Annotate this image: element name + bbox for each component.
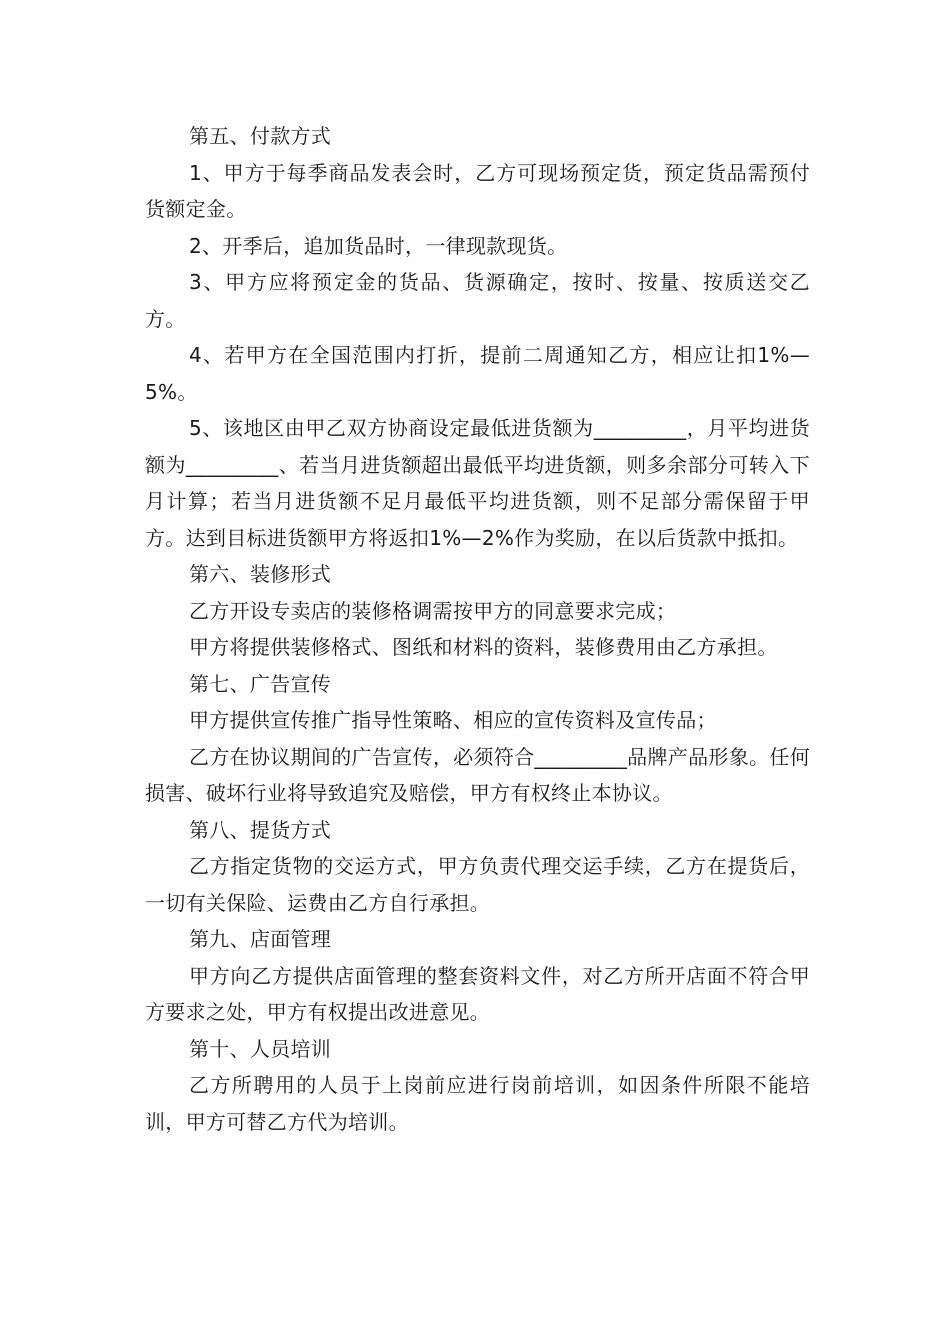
section-heading-staff-training: 第十、人员培训 [189,1036,332,1061]
paragraph: 甲方将提供装修格式、图纸和材料的资料，装修费用由乙方承担。 [189,635,778,659]
section-heading-store-management: 第九、店面管理 [189,927,332,951]
document-body [145,118,810,1140]
paragraph: 甲方向乙方提供店面管理的整套资料文件，对乙方所开店面不符合甲方要求之处，甲方有权提出改进意见。 [145,963,810,1024]
paragraph: 乙方在协议期间的广告宣传，必须符合_________品牌产品形象。任何损害、破坏行业将导致追究及赔偿，甲方有权终止本协议。 [145,744,810,805]
paragraph: 乙方开设专卖店的装修格调需按甲方的同意要求完成； [189,598,677,623]
paragraph: 3、甲方应将预定金的货品、货源确定，按时、按量、按质送交乙方。 [145,270,810,331]
paragraph: 5、该地区由甲乙双方协商设定最低进货额为_________，月平均进货额为_________、若当月进货额超出最低平均进货额，则多余部分可转入下月计算；若当月进货额不足月最低平均进货额，则不足部分需保留于甲方。达到目标进货额甲方将返扣1%—2%作为奖励，在以后货款中抵扣。 [145,416,810,550]
paragraph: 4、若甲方在全国范围内打折，提前二周通知乙方，相应让扣1%—5%。 [145,343,810,404]
paragraph: 2、开季后，追加货品时，一律现款现货。 [189,233,568,258]
section-heading-decoration: 第六、装修形式 [189,562,332,586]
section-heading-delivery: 第八、提货方式 [189,817,332,842]
paragraph: 甲方提供宣传推广指导性策略、相应的宣传资料及宣传品； [189,708,717,732]
paragraph: 乙方指定货物的交运方式，甲方负责代理交运手续，乙方在提货后，一切有关保险、运费由乙方自行承担。 [145,854,810,915]
section-heading-advertising: 第七、广告宣传 [189,671,332,696]
section-heading-payment: 第五、付款方式 [189,124,332,148]
paragraph: 乙方所聘用的人员于上岗前应进行岗前培训，如因条件所限不能培训，甲方可替乙方代为培训。 [145,1073,810,1134]
paragraph: 1、甲方于每季商品发表会时，乙方可现场预定货，预定货品需预付货额定金。 [145,160,810,221]
